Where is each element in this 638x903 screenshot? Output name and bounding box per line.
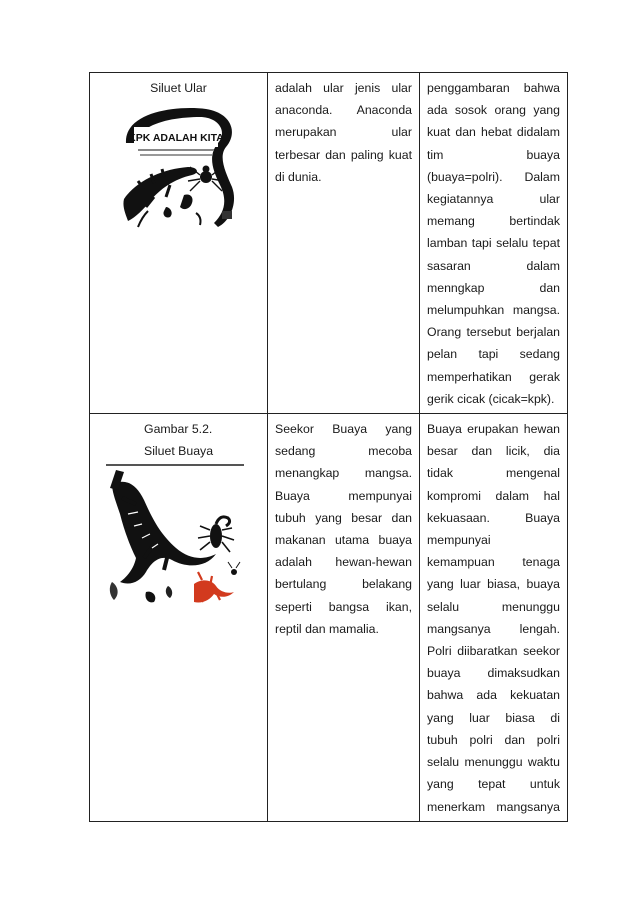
text-line: menangkap mangsa. (275, 466, 412, 481)
text-line: yang luar biasa di (427, 710, 560, 725)
text-line: kuat dan hebat didalam (427, 125, 560, 140)
text-line: (buaya=polri). Dalam (427, 169, 560, 184)
text-line: penggambaran bahwa (427, 81, 560, 95)
text-line: mangsanya lengah. (427, 621, 560, 636)
text-line: anaconda. Anaconda (275, 103, 412, 118)
crocodile-meaning (420, 414, 567, 821)
text-line: Buaya mempunyai (275, 488, 412, 503)
table-row (90, 73, 568, 414)
image-cell-crocodile (90, 414, 268, 822)
text-line: kemampuan tenaga (427, 555, 560, 570)
document-table (89, 72, 568, 822)
text-line: seperti bangsa ikan, (275, 599, 412, 614)
text-line: tim buaya (427, 147, 560, 162)
text-line: terbesar dan paling kuat (275, 147, 412, 162)
image-cell-snake (90, 73, 268, 414)
text-line: memang bertindak (427, 214, 560, 229)
text-line: bahwa ada kekuatan (427, 688, 560, 703)
caption-snake: Siluet Ular (150, 81, 207, 95)
text-line: ada sosok orang yang (427, 103, 560, 118)
text-line: makanan utama buaya (275, 533, 412, 548)
crocodile-silhouette-image (106, 464, 244, 616)
text-line: sedang mecoba (275, 444, 412, 459)
caption-crocodile (90, 414, 267, 462)
text-line: besar dan licik, dia (427, 444, 560, 459)
text-line: lamban tapi selalu tepat (427, 236, 560, 251)
snake-poster-image (114, 103, 238, 231)
text-line: mempunyai (427, 533, 491, 548)
text-line: merupakan ular (275, 125, 412, 140)
text-line: menerkam mangsanya (427, 799, 560, 814)
text-line: tidak mengenal (427, 466, 560, 481)
figure-number: Gambar 5.2. (144, 422, 213, 437)
text-line: melumpuhkan mangsa. (427, 303, 560, 318)
text-line: pelan tapi sedang (427, 347, 560, 362)
text-line: kompromi dalam hal (427, 488, 560, 503)
text-line: kekuasaan. Buaya (427, 510, 560, 525)
text-line: bertulang belakang (275, 577, 412, 592)
text-line: adalah hewan-hewan (275, 555, 412, 570)
text-line: reptil dan mamalia. (275, 621, 379, 636)
poster-title: KPK ADALAH KITA (128, 132, 224, 145)
text-line: Polri diibaratkan seekor (427, 644, 560, 659)
text-line: adalah ular jenis ular (275, 81, 412, 95)
table-row (90, 414, 568, 822)
text-line: yang luar biasa, buaya (427, 577, 560, 592)
text-line: tubuh yang besar dan (275, 510, 412, 525)
text-line: selalu menunggu (427, 599, 560, 614)
meaning-cell-crocodile (420, 414, 568, 822)
text-line: memperhatikan gerak (427, 369, 560, 384)
text-line: menngkap dan (427, 280, 560, 295)
text-line: gerik cicak (cicak=kpk). (427, 391, 555, 406)
description-cell-crocodile (268, 414, 420, 822)
snake-description (268, 73, 419, 191)
crocodile-description (268, 414, 419, 643)
text-line: Orang tersebut berjalan (427, 325, 560, 340)
meaning-cell-snake (420, 73, 568, 414)
text-line: di dunia. (275, 169, 322, 184)
text-line: yang tepat untuk (427, 777, 560, 792)
text-line: sasaran dalam (427, 258, 560, 273)
snake-meaning (420, 73, 567, 413)
text-line: kegiatannya ular (427, 192, 560, 207)
text-line: Seekor Buaya yang (275, 422, 412, 437)
text-line: buaya dimaksudkan (427, 666, 560, 681)
text-line: tubuh polri dan polri (427, 732, 560, 747)
text-line: selalu menunggu waktu (427, 755, 560, 770)
description-cell-snake (268, 73, 420, 414)
figure-title: Siluet Buaya (144, 444, 214, 459)
text-line: Buaya erupakan hewan (427, 422, 560, 437)
